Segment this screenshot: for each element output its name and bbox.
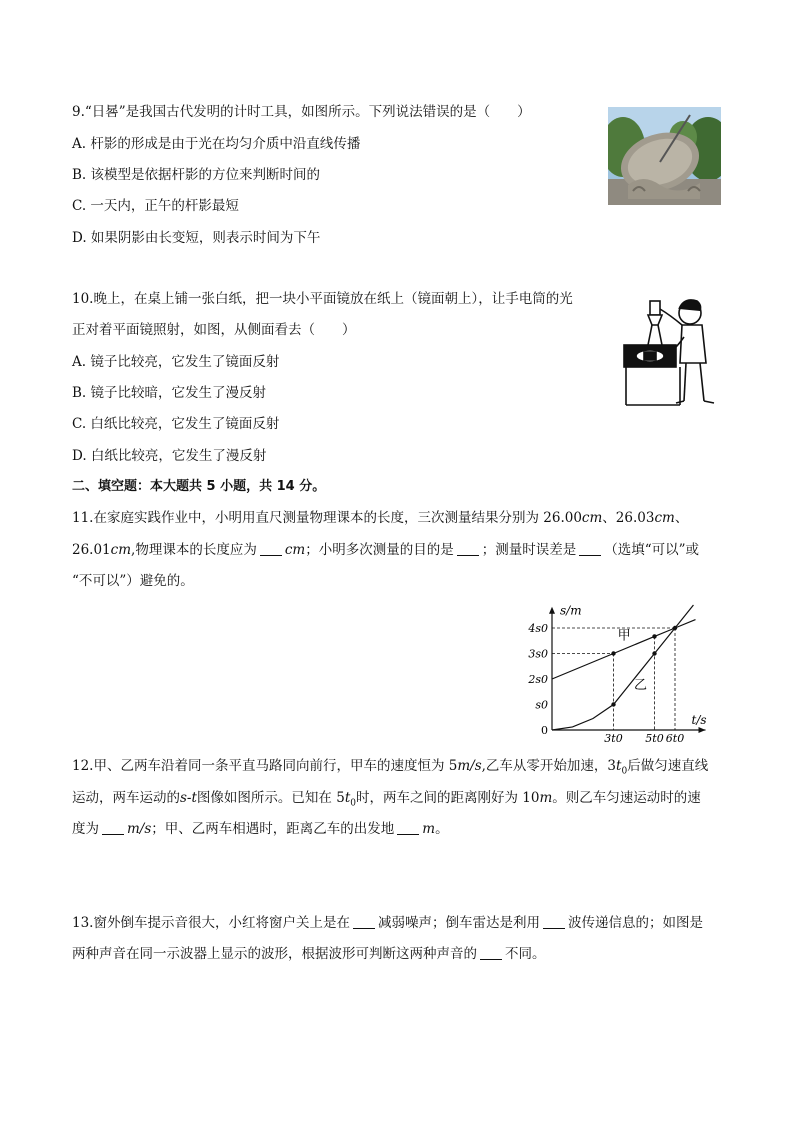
q10-option-b: B. 镜子比较暗，它发生了漫反射: [72, 385, 267, 401]
y-tick-label: 2s0: [528, 673, 548, 686]
answer-blank[interactable]: [457, 541, 479, 556]
q13-text: 13.窗外倒车提示音很大，小红将窗户关上是在: [72, 915, 350, 931]
y-tick-label: 3s0: [528, 647, 548, 661]
t0-symbol: t: [616, 758, 622, 774]
q11-line3: “不可以”）避免的。: [72, 573, 194, 589]
q11-text: 26.01: [72, 542, 111, 558]
x-axis-arrow: [699, 727, 706, 733]
data-point: [673, 626, 677, 630]
answer-blank[interactable]: [543, 914, 565, 929]
t0-subscript: 0: [350, 798, 356, 809]
q12-text: ；甲、乙两车相遇时，距离乙车的出发地: [151, 821, 395, 837]
q10-stem-line2: 正对着平面镜照射，如图，从侧面看去（ ）: [72, 322, 356, 338]
q12-text: 运动，两车运动的: [72, 790, 180, 806]
q11-text: 11.在家庭实践作业中，小明用直尺测量物理课本的长度，三次测量结果分别为 26.00: [72, 510, 582, 526]
st-symbol: s-t: [180, 790, 197, 806]
unit-cm: cm: [110, 542, 132, 558]
unit-cm: cm: [654, 510, 675, 526]
q10-stem-line1: 10.晚上，在桌上铺一张白纸，把一块小平面镜放在纸上（镜面朝上），让手电筒的光: [72, 291, 573, 307]
q13-line2: [72, 944, 546, 964]
data-point: [611, 651, 615, 655]
series-label-jia: 甲: [617, 628, 631, 644]
sundial-photo: [608, 107, 721, 205]
answer-blank[interactable]: [260, 541, 282, 556]
q11-text: ；测量时误差是: [481, 542, 577, 558]
x-tick-label: 5t0: [645, 732, 664, 745]
data-point: [611, 702, 615, 706]
answer-blank[interactable]: [480, 945, 502, 960]
q13-text: 不同。: [505, 946, 546, 962]
q9-option-d: D. 如果阴影由长变短，则表示时间为下午: [72, 230, 321, 246]
q11-text: 、: [674, 510, 689, 526]
q13-text: 两种声音在同一示波器上显示的波形，根据波形可判断这两种声音的: [72, 946, 477, 962]
y-tick-label: 4s0: [528, 622, 548, 635]
q12-line1: [72, 756, 708, 782]
q10-option-a: A. 镜子比较亮，它发生了镜面反射: [72, 354, 280, 370]
q9-option-a: A. 杆影的形成是由于光在均匀介质中沿直线传播: [72, 136, 361, 152]
q11-text: ,物理课本的长度应为: [131, 542, 257, 558]
q12-text: 12.甲、乙两车沿着同一条平直马路同向前行，甲车的速度恒为 5: [72, 758, 458, 774]
x-axis-label: t/s: [691, 713, 707, 727]
answer-blank[interactable]: [353, 914, 375, 929]
unit-ms: m/s: [457, 758, 482, 774]
q9-stem: 9.“日晷”是我国古代发明的计时工具，如图所示。下列说法错误的是（ ）: [72, 104, 531, 120]
unit-cm: cm: [581, 510, 603, 526]
answer-blank[interactable]: [397, 820, 419, 835]
data-point: [652, 634, 656, 638]
q13-text: 波传递信息的；如图是: [567, 915, 703, 931]
q11-line2: [72, 540, 699, 560]
x-tick-label: 3t0: [604, 732, 623, 745]
q12-line2: [72, 788, 701, 814]
q12-text: 图像如图所示。已知在 5: [196, 790, 345, 806]
q12-text: 度为: [72, 821, 99, 837]
x-tick-label: 6t0: [665, 732, 685, 745]
q11-line1: [72, 508, 688, 528]
unit-ms: m/s: [127, 821, 152, 837]
q10-option-c: C. 白纸比较亮，它发生了镜面反射: [72, 416, 280, 432]
q12-text: ,乙车从零开始加速，3: [481, 758, 617, 774]
unit-cm: cm: [284, 542, 306, 558]
y-tick-label: s0: [535, 698, 548, 712]
q9-option-b: B. 该模型是依据杆影的方位来判断时间的: [72, 167, 321, 183]
q11-text: ；小明多次测量的目的是: [305, 542, 454, 558]
answer-blank[interactable]: [102, 820, 124, 835]
q13-line1: [72, 913, 703, 933]
section-heading-fill-in: 二、填空题：本大题共 5 小题，共 14 分。: [72, 479, 326, 494]
q10-option-d: D. 白纸比较亮，它发生了漫反射: [72, 448, 267, 464]
y-tick-label: 0: [541, 724, 548, 737]
y-axis-label: s/m: [560, 603, 582, 618]
data-point: [652, 651, 656, 655]
t0-subscript: 0: [621, 766, 628, 777]
y-axis-arrow: [549, 607, 555, 614]
flashlight-mirror-illustration: [622, 293, 724, 415]
answer-blank[interactable]: [579, 541, 601, 556]
unit-m: m: [539, 790, 553, 806]
q11-text: （选填“可以”或: [604, 542, 700, 558]
series-line-yi: [552, 605, 693, 730]
q12-text: 。则乙车匀速运动时的速: [552, 790, 701, 806]
q12-line3: 度为 m/s；甲、乙两车相遇时，距离乙车的出发地 m。: [72, 821, 449, 837]
t0-symbol: t: [344, 790, 351, 806]
st-graph: [524, 598, 724, 748]
q13-text: 减弱噪声；倒车雷达是利用: [377, 915, 540, 931]
q9-option-c: C. 一天内，正午的杆影最短: [72, 198, 239, 214]
q12-text: 时，两车之间的距离刚好为 10: [355, 790, 540, 806]
q12-text: 后做匀速直线: [627, 758, 709, 774]
q11-text: 、26.03: [602, 510, 655, 526]
unit-m: m: [422, 821, 436, 837]
series-label-yi: 乙: [634, 678, 648, 694]
